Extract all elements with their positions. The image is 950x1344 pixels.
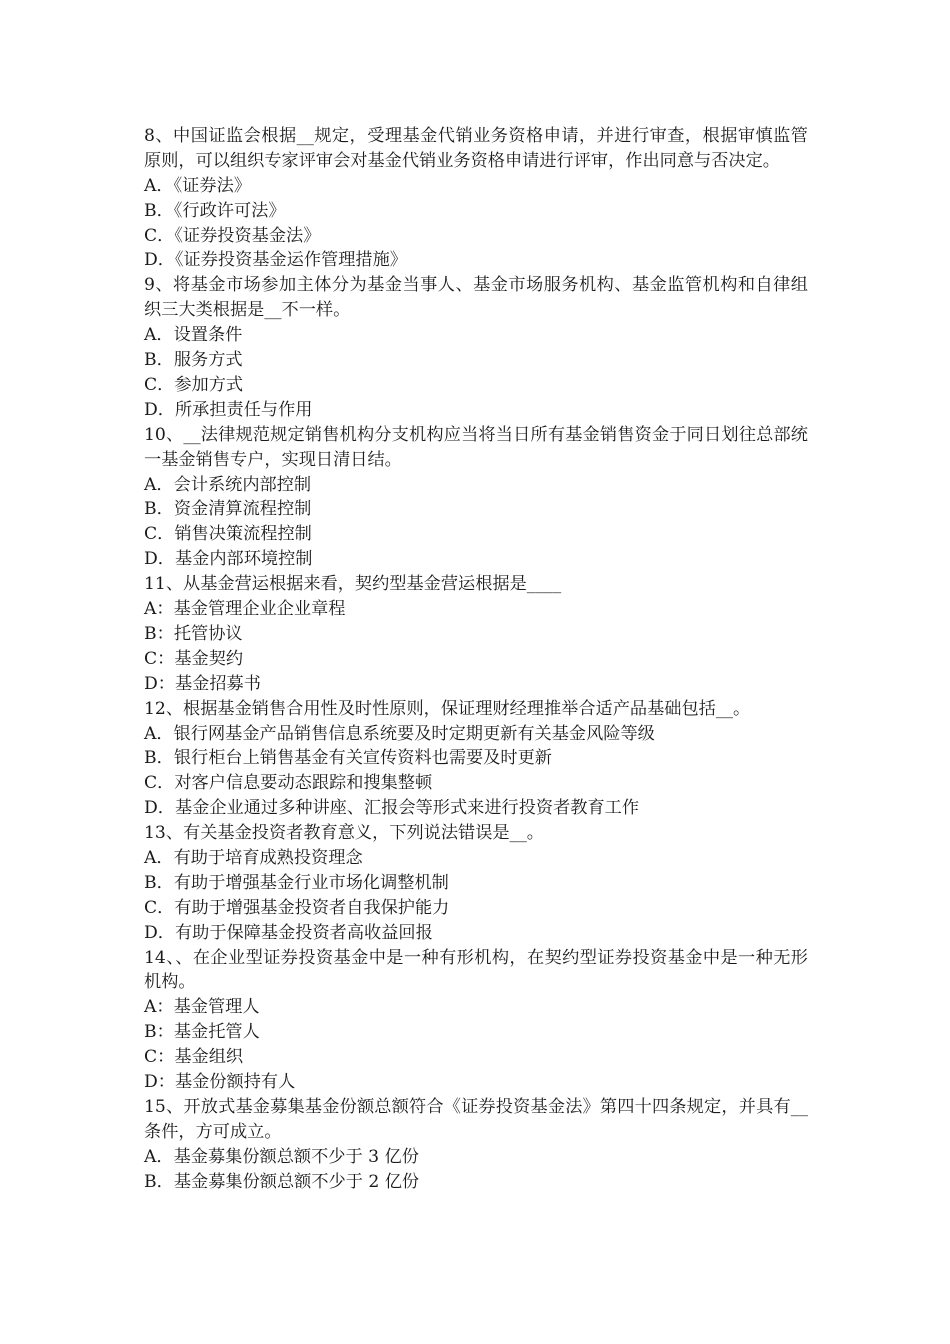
option-a: A：基金管理人 xyxy=(144,997,260,1018)
question-14 xyxy=(144,946,808,1095)
question-8 xyxy=(144,124,808,273)
option-c: C．参加方式 xyxy=(144,374,244,395)
option-a: A．有助于培育成熟投资理念 xyxy=(144,847,363,868)
option-a: A．银行网基金产品销售信息系统要及时定期更新有关基金风险等级 xyxy=(144,723,655,744)
question-stem: 10、__法律规范规定销售机构分支机构应当将当日所有基金销售资金于同日划往总部统一基金销售专户，实现日清日结。 xyxy=(144,424,808,470)
question-stem: 9、将基金市场参加主体分为基金当事人、基金市场服务机构、基金监管机构和自律组织三大类根据是__不一样。 xyxy=(144,275,808,321)
option-a: A．会计系统内部控制 xyxy=(144,474,312,495)
question-11 xyxy=(144,572,808,696)
option-d: D：基金招募书 xyxy=(144,673,261,694)
question-stem: 8、中国证监会根据__规定，受理基金代销业务资格申请，并进行审查，根据审慎监管原则，可以组织专家评审会对基金代销业务资格申请进行评审，作出同意与否决定。 xyxy=(144,126,808,171)
option-a: A．《证券法》 xyxy=(144,175,251,196)
option-b: B：托管协议 xyxy=(144,623,243,644)
option-d: D．所承担责任与作用 xyxy=(144,399,313,420)
question-stem: 12、根据基金销售合用性及时性原则，保证理财经理推举合适产品基础包括__。 xyxy=(144,698,751,719)
question-9 xyxy=(144,273,808,422)
option-b: B．银行柜台上销售基金有关宣传资料也需要及时更新 xyxy=(144,748,552,769)
option-c: C．有助于增强基金投资者自我保护能力 xyxy=(144,897,450,918)
option-a: A：基金管理企业企业章程 xyxy=(144,599,346,620)
question-10 xyxy=(144,423,808,572)
option-d: D．基金内部环境控制 xyxy=(144,549,313,570)
option-c: C：基金契约 xyxy=(144,648,244,669)
option-b: B．基金募集份额总额不少于 2 亿份 xyxy=(144,1171,420,1192)
question-list xyxy=(144,124,808,1195)
option-c: C．《证券投资基金法》 xyxy=(144,225,321,246)
option-b: B．《行政许可法》 xyxy=(144,200,286,221)
option-a: A．基金募集份额总额不少于 3 亿份 xyxy=(144,1146,419,1167)
option-c: C：基金组织 xyxy=(144,1047,244,1068)
option-d: D．有助于保障基金投资者高收益回报 xyxy=(144,922,433,943)
option-c: C．销售决策流程控制 xyxy=(144,524,312,545)
question-stem: 11、从基金营运根据来看，契约型基金营运根据是____ xyxy=(144,574,562,595)
question-15 xyxy=(144,1095,808,1195)
option-d: D：基金份额持有人 xyxy=(144,1072,296,1093)
question-stem: 14、、在企业型证券投资基金中是一种有形机构，在契约型证券投资基金中是一种无形机构。 xyxy=(144,947,808,993)
option-b: B．有助于增强基金行业市场化调整机制 xyxy=(144,872,449,893)
option-b: B：基金托管人 xyxy=(144,1022,260,1043)
question-stem: 15、开放式基金募集基金份额总额符合《证券投资基金法》第四十四条规定，并具有__条件，方可成立。 xyxy=(144,1096,808,1142)
option-d: D．基金企业通过多种讲座、汇报会等形式来进行投资者教育工作 xyxy=(144,798,640,819)
question-stem: 13、有关基金投资者教育意义，下列说法错误是__。 xyxy=(144,823,544,844)
option-b: B．资金清算流程控制 xyxy=(144,499,312,520)
option-a: A．设置条件 xyxy=(144,325,243,346)
question-13 xyxy=(144,821,808,945)
option-c: C．对客户信息要动态跟踪和搜集整顿 xyxy=(144,773,433,794)
option-b: B．服务方式 xyxy=(144,350,243,371)
option-d: D．《证券投资基金运作管理措施》 xyxy=(144,250,407,271)
question-12 xyxy=(144,697,808,821)
